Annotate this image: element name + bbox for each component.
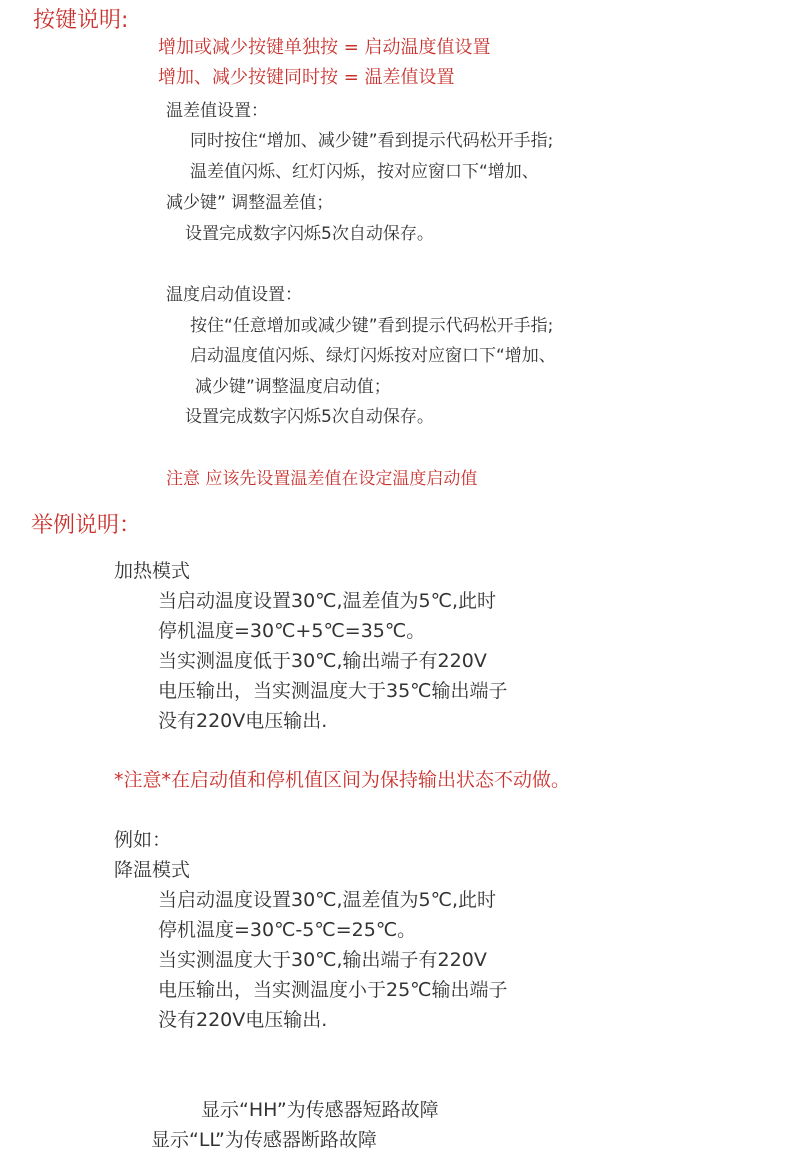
start-setting-line-3: 减少键”调整温度启动值；	[195, 377, 391, 397]
heating-line-1: 当启动温度设置30℃,温差值为5℃,此时	[158, 590, 497, 612]
heating-line-5: 没有220V电压输出.	[158, 710, 328, 732]
cooling-line-4: 电压输出，当实测温度小于25℃输出端子	[158, 979, 508, 1001]
key-rule-single-press: 增加或减少按键单独按 = 启动温度值设置	[158, 37, 491, 58]
key-rule-both-press: 增加、减少按键同时按 = 温差值设置	[158, 67, 455, 88]
cooling-mode-title: 降温模式	[114, 859, 191, 881]
heating-line-3: 当实测温度低于30℃,输出端子有220V	[158, 650, 487, 672]
key-section-heading: 按键说明:	[33, 8, 129, 33]
cooling-line-1: 当启动温度设置30℃,温差值为5℃,此时	[158, 889, 497, 911]
example-section-note: *注意*在启动值和停机值区间为保持输出状态不动做。	[114, 769, 571, 791]
diff-setting-title: 温差值设置：	[166, 101, 268, 121]
cooling-line-2: 停机温度=30℃-5℃=25℃。	[158, 919, 417, 941]
diff-setting-line-3: 减少键” 调整温差值；	[166, 193, 334, 213]
start-setting-title: 温度启动值设置：	[166, 285, 302, 305]
fault-hh: 显示“HH”为传感器短路故障	[201, 1099, 439, 1121]
heating-line-2: 停机温度=30℃+5℃=35℃。	[158, 620, 426, 642]
start-setting-line-4: 设置完成数字闪烁5次自动保存。	[185, 407, 434, 427]
heating-mode-title: 加热模式	[114, 560, 191, 582]
diff-setting-line-2: 温差值闪烁、红灯闪烁，按对应窗口下“增加、	[190, 162, 539, 182]
cooling-line-5: 没有220V电压输出.	[158, 1009, 328, 1031]
diff-setting-line-1: 同时按住“增加、减少键”看到提示代码松开手指;	[190, 131, 554, 151]
fault-ll: 显示“LL”为传感器断路故障	[151, 1129, 377, 1151]
example-label: 例如：	[114, 829, 172, 851]
key-section-note: 注意 应该先设置温差值在设定温度启动值	[166, 469, 478, 489]
start-setting-line-1: 按住“任意增加或减少键”看到提示代码松开手指;	[190, 316, 554, 336]
cooling-line-3: 当实测温度大于30℃,输出端子有220V	[158, 949, 487, 971]
start-setting-line-2: 启动温度值闪烁、绿灯闪烁按对应窗口下“增加、	[190, 346, 556, 366]
heating-line-4: 电压输出，当实测温度大于35℃输出端子	[158, 680, 508, 702]
diff-setting-line-4: 设置完成数字闪烁5次自动保存。	[185, 224, 434, 244]
example-section-heading: 举例说明：	[31, 513, 142, 538]
